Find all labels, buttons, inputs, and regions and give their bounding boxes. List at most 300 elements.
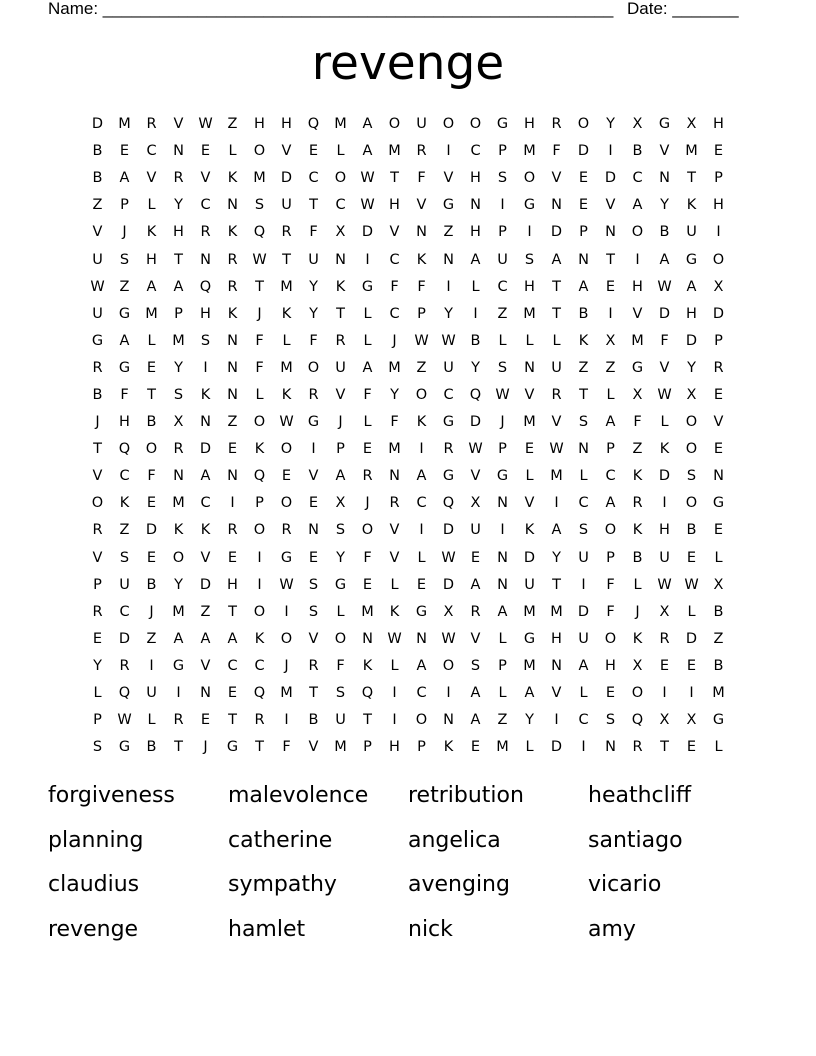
grid-letter: Y — [606, 116, 615, 133]
grid-letter: V — [173, 116, 184, 133]
grid-row — [84, 517, 732, 544]
grid-letter: D — [442, 576, 455, 593]
grid-letter: H — [119, 414, 130, 431]
grid-letter: R — [632, 495, 643, 512]
grid-letter: I — [473, 305, 478, 322]
grid-letter: N — [443, 251, 454, 268]
grid-letter: E — [416, 576, 427, 593]
grid-letter: E — [200, 712, 211, 729]
grid-letter: Z — [497, 712, 508, 729]
grid-letter: M — [523, 414, 536, 431]
grid-letter: F — [255, 359, 264, 376]
grid-row — [84, 165, 732, 192]
grid-letter: L — [363, 414, 372, 431]
grid-letter: A — [632, 197, 643, 214]
grid-letter: K — [200, 386, 211, 403]
grid-letter: O — [361, 522, 374, 539]
grid-letter: V — [200, 170, 211, 187]
grid-letter: G — [523, 630, 536, 647]
grid-letter: W — [117, 712, 132, 729]
grid-letter: L — [606, 386, 615, 403]
grid-letter: K — [416, 414, 427, 431]
grid-row — [84, 382, 732, 409]
grid-letter: L — [390, 657, 399, 674]
grid-letter: U — [335, 359, 346, 376]
grid-letter: E — [200, 143, 211, 160]
grid-letter: M — [712, 685, 725, 702]
grid-letter: I — [689, 685, 694, 702]
grid-letter: G — [631, 359, 644, 376]
grid-letter: D — [685, 332, 698, 349]
grid-letter: N — [335, 251, 346, 268]
grid-letter: S — [605, 712, 616, 729]
grid-letter: Y — [174, 576, 183, 593]
grid-letter: L — [363, 305, 372, 322]
grid-letter: H — [470, 170, 481, 187]
grid-letter: J — [365, 495, 370, 512]
grid-letter: P — [255, 495, 264, 512]
grid-letter: P — [417, 739, 426, 756]
grid-letter: Y — [687, 359, 696, 376]
grid-letter: E — [146, 359, 157, 376]
grid-letter: Z — [227, 116, 238, 133]
grid-letter: W — [657, 278, 672, 295]
grid-letter: Q — [199, 278, 212, 295]
grid-letter: U — [686, 224, 697, 241]
grid-letter: J — [149, 603, 154, 620]
grid-letter: C — [389, 251, 400, 268]
grid-letter: R — [389, 495, 400, 512]
grid-letter: Z — [416, 359, 427, 376]
grid-letter: H — [173, 224, 184, 241]
grid-letter: G — [307, 414, 320, 431]
grid-letter: S — [308, 576, 319, 593]
grid-letter: R — [254, 712, 265, 729]
grid-letter: W — [468, 441, 483, 458]
grid-letter: A — [578, 657, 589, 674]
grid-letter: D — [550, 224, 563, 241]
grid-letter: V — [92, 549, 103, 566]
grid-letter: B — [578, 305, 589, 322]
grid-letter: Q — [118, 441, 131, 458]
grid-letter: J — [635, 603, 640, 620]
grid-letter: R — [146, 116, 157, 133]
grid-letter: E — [686, 657, 697, 674]
grid-letter: W — [360, 197, 375, 214]
grid-letter: M — [334, 739, 347, 756]
grid-letter: A — [200, 630, 211, 647]
grid-letter: Y — [309, 305, 318, 322]
grid-letter: G — [658, 116, 671, 133]
grid-letter: C — [578, 495, 589, 512]
grid-letter: U — [92, 251, 103, 268]
grid-letter: A — [362, 143, 373, 160]
grid-letter: T — [147, 386, 156, 403]
grid-letter: A — [578, 278, 589, 295]
grid-letter: X — [686, 386, 697, 403]
grid-letter: P — [93, 576, 102, 593]
grid-letter: I — [446, 685, 451, 702]
grid-letter: R — [281, 224, 292, 241]
grid-letter: M — [388, 441, 401, 458]
grid-letter: B — [146, 414, 157, 431]
grid-letter: I — [662, 495, 667, 512]
grid-letter: V — [470, 468, 481, 485]
grid-letter: A — [200, 468, 211, 485]
grid-letter: L — [93, 685, 102, 702]
word-bank-item: nick — [408, 916, 453, 942]
grid-letter: D — [442, 522, 455, 539]
grid-letter: X — [335, 224, 346, 241]
grid-letter: V — [416, 197, 427, 214]
grid-letter: S — [254, 197, 265, 214]
grid-letter: Z — [443, 224, 454, 241]
grid-letter: P — [93, 712, 102, 729]
grid-letter: L — [471, 278, 480, 295]
grid-letter: H — [254, 116, 265, 133]
grid-letter: G — [118, 359, 131, 376]
grid-letter: N — [173, 468, 184, 485]
grid-letter: R — [173, 712, 184, 729]
grid-letter: F — [147, 468, 156, 485]
grid-letter: X — [659, 712, 670, 729]
grid-letter: B — [146, 739, 157, 756]
grid-letter: R — [362, 468, 373, 485]
grid-letter: O — [685, 414, 698, 431]
grid-row — [84, 328, 732, 355]
grid-letter: O — [253, 522, 266, 539]
grid-letter: F — [417, 170, 426, 187]
grid-letter: L — [714, 549, 723, 566]
grid-letter: S — [578, 414, 589, 431]
grid-letter: X — [173, 414, 184, 431]
grid-letter: B — [713, 657, 724, 674]
grid-letter: M — [550, 468, 563, 485]
grid-letter: O — [280, 441, 293, 458]
grid-letter: E — [146, 549, 157, 566]
grid-letter: V — [281, 143, 292, 160]
grid-letter: Y — [444, 305, 453, 322]
grid-letter: E — [362, 576, 373, 593]
grid-letter: I — [608, 143, 613, 160]
grid-letter: O — [685, 441, 698, 458]
grid-letter: O — [280, 495, 293, 512]
grid-letter: J — [284, 657, 289, 674]
grid-letter: B — [146, 576, 157, 593]
grid-letter: K — [227, 170, 238, 187]
grid-letter: C — [254, 657, 265, 674]
grid-letter: E — [605, 685, 616, 702]
grid-letter: C — [200, 495, 211, 512]
grid-letter: T — [606, 251, 615, 268]
word-bank-item: forgiveness — [48, 783, 175, 808]
grid-letter: O — [91, 495, 104, 512]
grid-letter: B — [470, 332, 481, 349]
grid-letter: W — [549, 441, 564, 458]
grid-letter: V — [470, 630, 481, 647]
grid-letter: H — [686, 305, 697, 322]
grid-letter: L — [147, 332, 156, 349]
grid-letter: O — [631, 685, 644, 702]
word-bank-item: amy — [588, 916, 636, 942]
grid-letter: A — [605, 414, 616, 431]
grid-letter: O — [523, 170, 536, 187]
grid-letter: F — [282, 739, 291, 756]
grid-letter: X — [443, 603, 454, 620]
puzzle-title: revenge — [311, 36, 505, 91]
grid-letter: U — [443, 359, 454, 376]
grid-letter: T — [552, 278, 561, 295]
grid-letter: D — [469, 414, 482, 431]
grid-letter: N — [227, 359, 238, 376]
grid-letter: I — [392, 685, 397, 702]
grid-letter: M — [172, 603, 185, 620]
grid-letter: L — [687, 603, 696, 620]
grid-letter: L — [633, 576, 642, 593]
grid-letter: Y — [174, 197, 183, 214]
grid-letter: K — [200, 522, 211, 539]
grid-letter: A — [227, 630, 238, 647]
grid-letter: A — [146, 278, 157, 295]
grid-letter: J — [392, 332, 397, 349]
grid-letter: C — [497, 278, 508, 295]
grid-letter: S — [578, 522, 589, 539]
grid-letter: B — [632, 549, 643, 566]
grid-letter: X — [632, 657, 643, 674]
grid-letter: T — [336, 305, 345, 322]
grid-letter: V — [92, 224, 103, 241]
grid-letter: E — [281, 468, 292, 485]
grid-letter: K — [416, 251, 427, 268]
grid-letter: U — [146, 685, 157, 702]
grid-letter: A — [416, 468, 427, 485]
grid-letter: L — [525, 468, 534, 485]
grid-letter: O — [604, 630, 617, 647]
grid-letter: R — [173, 441, 184, 458]
grid-letter: J — [203, 739, 208, 756]
grid-letter: D — [550, 739, 563, 756]
date-field-label: Date: _______ — [627, 0, 739, 18]
grid-letter: E — [227, 685, 238, 702]
grid-letter: V — [713, 414, 724, 431]
grid-letter: G — [523, 197, 536, 214]
grid-letter: G — [685, 251, 698, 268]
grid-letter: Z — [92, 197, 103, 214]
grid-row — [84, 734, 732, 761]
grid-letter: O — [469, 116, 482, 133]
grid-letter: V — [659, 143, 670, 160]
grid-letter: K — [335, 278, 346, 295]
grid-letter: F — [660, 332, 669, 349]
grid-letter: M — [523, 305, 536, 322]
grid-letter: I — [284, 712, 289, 729]
grid-letter: G — [712, 712, 725, 729]
grid-letter: M — [172, 495, 185, 512]
grid-letter: V — [524, 495, 535, 512]
grid-letter: Q — [361, 685, 374, 702]
grid-letter: O — [388, 116, 401, 133]
grid-letter: C — [443, 386, 454, 403]
grid-letter: F — [309, 224, 318, 241]
grid-letter: V — [632, 305, 643, 322]
grid-letter: A — [173, 278, 184, 295]
grid-letter: R — [119, 657, 130, 674]
grid-letter: U — [524, 576, 535, 593]
grid-letter: A — [416, 657, 427, 674]
grid-letter: V — [605, 197, 616, 214]
grid-letter: I — [392, 712, 397, 729]
grid-letter: I — [446, 143, 451, 160]
word-bank-item: angelica — [408, 827, 501, 853]
grid-letter: N — [443, 712, 454, 729]
grid-letter: G — [415, 603, 428, 620]
grid-letter: K — [119, 495, 130, 512]
grid-letter: S — [686, 468, 697, 485]
grid-letter: D — [658, 305, 671, 322]
grid-letter: N — [713, 468, 724, 485]
grid-letter: E — [713, 143, 724, 160]
grid-letter: I — [527, 224, 532, 241]
grid-letter: N — [227, 468, 238, 485]
grid-letter: D — [199, 576, 212, 593]
grid-letter: N — [416, 630, 427, 647]
grid-letter: W — [657, 576, 672, 593]
grid-letter: E — [227, 549, 238, 566]
grid-letter: D — [91, 116, 104, 133]
grid-letter: L — [363, 332, 372, 349]
grid-letter: V — [146, 170, 157, 187]
grid-letter: T — [309, 197, 318, 214]
grid-letter: U — [578, 630, 589, 647]
grid-letter: G — [334, 576, 347, 593]
grid-letter: L — [498, 332, 507, 349]
grid-letter: B — [92, 386, 103, 403]
grid-letter: I — [500, 197, 505, 214]
grid-row — [84, 138, 732, 165]
grid-letter: P — [498, 657, 507, 674]
grid-letter: E — [713, 386, 724, 403]
grid-row — [84, 246, 732, 273]
grid-letter: C — [335, 197, 346, 214]
grid-letter: I — [581, 739, 586, 756]
grid-letter: C — [308, 170, 319, 187]
grid-letter: G — [91, 332, 104, 349]
grid-letter: T — [93, 441, 102, 458]
grid-letter: B — [713, 603, 724, 620]
grid-letter: J — [95, 414, 100, 431]
word-bank-item: hamlet — [228, 916, 306, 942]
grid-letter: W — [441, 332, 456, 349]
grid-letter: M — [253, 170, 266, 187]
grid-letter: C — [470, 143, 481, 160]
grid-letter: A — [470, 685, 481, 702]
grid-letter: C — [416, 685, 427, 702]
grid-letter: J — [500, 414, 505, 431]
name-field-label: Name: ______________________________________________________ — [48, 0, 614, 18]
grid-letter: S — [308, 603, 319, 620]
grid-letter: H — [713, 197, 724, 214]
grid-letter: F — [633, 414, 642, 431]
grid-letter: T — [579, 386, 588, 403]
grid-letter: M — [280, 685, 293, 702]
grid-letter: R — [281, 522, 292, 539]
grid-letter: W — [360, 170, 375, 187]
grid-letter: A — [497, 603, 508, 620]
grid-letter: P — [363, 739, 372, 756]
grid-letter: E — [92, 630, 103, 647]
grid-letter: G — [496, 116, 509, 133]
grid-letter: D — [577, 603, 590, 620]
grid-letter: I — [500, 522, 505, 539]
grid-letter: A — [686, 278, 697, 295]
grid-letter: N — [497, 549, 508, 566]
grid-letter: T — [552, 305, 561, 322]
grid-letter: H — [551, 630, 562, 647]
grid-letter: I — [662, 685, 667, 702]
grid-letter: K — [632, 468, 643, 485]
grid-letter: A — [551, 251, 562, 268]
grid-letter: T — [363, 712, 372, 729]
grid-letter: R — [200, 224, 211, 241]
grid-letter: N — [173, 143, 184, 160]
grid-letter: L — [525, 332, 534, 349]
grid-row — [84, 274, 732, 301]
grid-letter: N — [470, 197, 481, 214]
grid-letter: W — [279, 414, 294, 431]
grid-letter: O — [604, 522, 617, 539]
grid-letter: X — [632, 386, 643, 403]
grid-letter: E — [524, 441, 535, 458]
grid-letter: Q — [307, 116, 320, 133]
grid-letter: R — [632, 739, 643, 756]
word-bank-item: malevolence — [228, 783, 369, 808]
grid-letter: V — [551, 414, 562, 431]
grid-letter: M — [118, 116, 131, 133]
grid-letter: C — [578, 712, 589, 729]
grid-letter: I — [311, 441, 316, 458]
grid-letter: C — [227, 657, 238, 674]
grid-letter: A — [362, 359, 373, 376]
grid-letter: B — [659, 224, 670, 241]
grid-letter: M — [523, 657, 536, 674]
grid-letter: V — [308, 630, 319, 647]
word-bank-item: avenging — [408, 872, 510, 897]
grid-letter: L — [498, 630, 507, 647]
grid-letter: L — [417, 549, 426, 566]
grid-letter: Q — [253, 224, 266, 241]
grid-letter: F — [255, 332, 264, 349]
grid-letter: N — [524, 359, 535, 376]
grid-letter: H — [524, 278, 535, 295]
grid-letter: X — [659, 603, 670, 620]
grid-row — [84, 409, 732, 436]
grid-letter: L — [390, 576, 399, 593]
grid-letter: V — [551, 685, 562, 702]
grid-letter: L — [579, 685, 588, 702]
grid-letter: V — [389, 522, 400, 539]
grid-letter: A — [659, 251, 670, 268]
grid-letter: N — [605, 224, 616, 241]
grid-letter: V — [389, 549, 400, 566]
grid-letter: W — [252, 251, 267, 268]
grid-letter: Y — [471, 359, 480, 376]
grid-letter: L — [714, 739, 723, 756]
grid-letter: H — [389, 739, 400, 756]
grid-letter: C — [119, 603, 130, 620]
grid-letter: F — [552, 143, 561, 160]
grid-letter: Q — [253, 685, 266, 702]
grid-letter: C — [632, 170, 643, 187]
